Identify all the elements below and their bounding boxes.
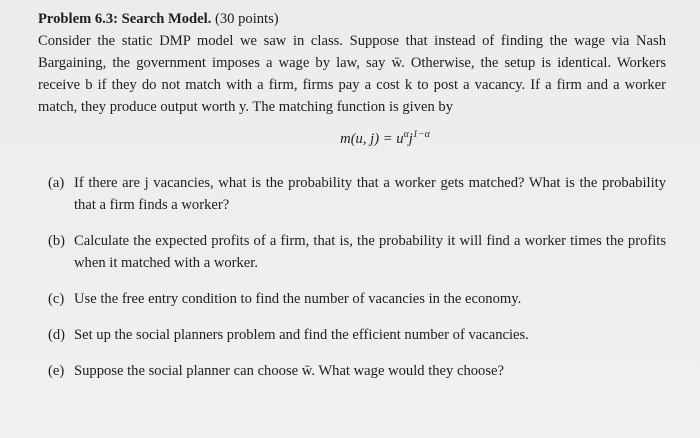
equation-exponent-alpha: α [403, 129, 409, 140]
equation-exponent-one-minus-alpha: 1−α [412, 129, 430, 140]
subquestion-text: Use the free entry condition to find the number of vacancies in the economy. [74, 291, 522, 307]
equation-lhs: m(u, j) = u [340, 131, 404, 147]
subquestion-label: (d) [48, 327, 66, 343]
subquestion-d [48, 324, 666, 346]
subquestion-text: If there are j vacancies, what is the probability that a worker gets matched? What is the probability that a firm finds a worker? [74, 175, 666, 213]
subquestion-label: (e) [48, 363, 65, 379]
problem-header [38, 8, 666, 30]
subquestion-a [48, 172, 666, 216]
equation-j: j [408, 131, 413, 147]
matching-function-equation [38, 128, 666, 172]
subquestion-c [48, 288, 666, 310]
subquestion-label: (b) [48, 233, 66, 249]
subquestion-label: (a) [48, 175, 65, 191]
subquestion-b [48, 230, 666, 274]
problem-points: (30 points) [215, 11, 279, 27]
subquestion-e [48, 360, 666, 382]
subquestion-text: Calculate the expected profits of a firm, that is, the probability it will find a worker times the profits when it matched with a worker. [74, 233, 666, 271]
problem-page [38, 8, 666, 382]
subquestion-text: Suppose the social planner can choose w̄. What wage would they choose? [74, 363, 504, 379]
problem-title: Problem 6.3: Search Model. [38, 11, 212, 27]
subquestion-label: (c) [48, 291, 65, 307]
problem-intro: Consider the static DMP model we saw in class. Suppose that instead of finding the wage via Nash Bargaining, the government imposes a wage by law, say w̄. Otherwise, the setup is identical. Workers receive b if they do not match with a firm, firms pay a cost k to post a vacancy. If a firm and a worker match, they produce output worth y. The matching function is given by [38, 33, 666, 115]
subquestion-text: Set up the social planners problem and find the efficient number of vacancies. [74, 327, 529, 343]
subquestion-list [38, 172, 666, 382]
